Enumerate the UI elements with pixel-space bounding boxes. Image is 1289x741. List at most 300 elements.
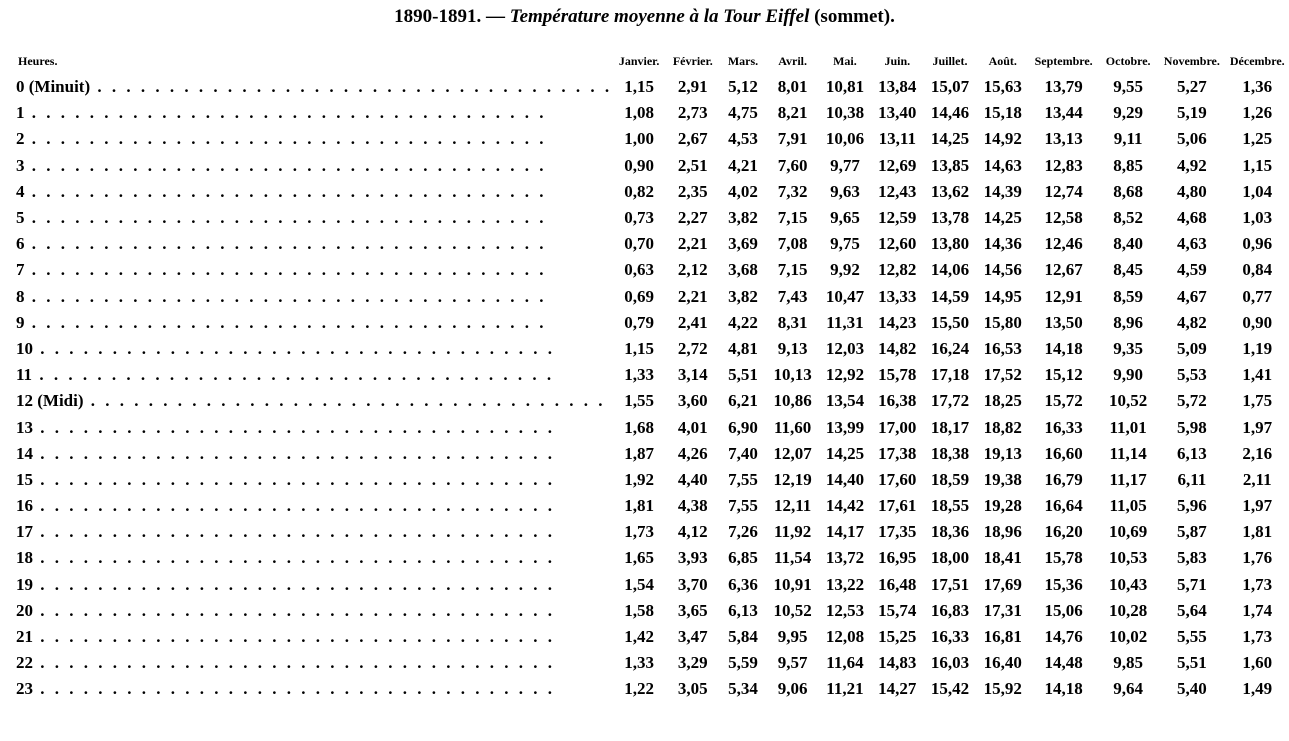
temperature-value: 5,72 [1176, 391, 1207, 411]
temperature-value: 10,38 [825, 103, 865, 123]
temperature-value: 3,70 [677, 574, 708, 594]
temperature-value: 16,20 [1044, 522, 1083, 542]
dot-leader: . . . . . . . . . . . . . . . . . . . . . . . . . . . . . . . . . . . . [33, 338, 555, 358]
hour-label-wrap [16, 601, 612, 621]
temperature-value: 10,13 [773, 365, 812, 385]
hour-label: 18 [16, 548, 33, 568]
temperature-value: 1,03 [1242, 208, 1273, 228]
hour-label: 21 [16, 627, 33, 647]
temperature-value: 8,40 [1113, 234, 1144, 254]
hour-label: 7 [16, 260, 25, 280]
temperature-value: 12,74 [1044, 181, 1083, 201]
hour-label-wrap [16, 575, 612, 595]
temperature-value: 12,82 [878, 260, 917, 280]
table-row [16, 676, 1289, 702]
dot-leader: . . . . . . . . . . . . . . . . . . . . . . . . . . . . . . . . . . . . [33, 679, 555, 699]
column-header-month: Septembre. [1034, 54, 1093, 68]
temperature-value: 9,85 [1113, 653, 1144, 673]
temperature-value: 11,14 [1109, 443, 1147, 463]
temperature-value: 17,69 [983, 574, 1022, 594]
hour-label-wrap [16, 496, 612, 516]
temperature-value: 0,77 [1242, 286, 1273, 306]
temperature-value: 13,40 [878, 103, 917, 123]
table-header-row [16, 49, 1289, 74]
temperature-value: 8,68 [1113, 181, 1144, 201]
hour-cell [16, 572, 612, 598]
hour-label: 4 [16, 181, 25, 201]
hour-label-wrap [16, 653, 612, 673]
temperature-value: 3,05 [677, 679, 708, 699]
temperature-value: 16,03 [930, 653, 970, 673]
page-title [0, 6, 1289, 28]
temperature-value: 2,12 [677, 260, 708, 280]
temperature-value: 18,96 [983, 522, 1022, 542]
table-row [16, 126, 1289, 152]
hour-cell [16, 74, 612, 100]
temperature-value: 1,04 [1242, 181, 1273, 201]
temperature-value: 14,25 [825, 443, 865, 463]
hour-label-wrap [16, 77, 612, 97]
dot-leader: . . . . . . . . . . . . . . . . . . . . . . . . . . . . . . . . . . . . [33, 417, 555, 437]
temperature-value: 9,64 [1113, 679, 1144, 699]
table-row [16, 650, 1289, 676]
hour-label: 22 [16, 653, 33, 673]
temperature-value: 4,92 [1176, 155, 1207, 175]
temperature-value: 2,91 [677, 77, 708, 97]
temperature-value: 9,92 [830, 260, 860, 280]
temperature-value: 5,19 [1176, 103, 1207, 123]
hour-label-wrap [16, 522, 612, 542]
column-header-month: Août. [988, 54, 1017, 68]
temperature-value: 9,11 [1113, 129, 1143, 149]
temperature-value: 14,40 [825, 469, 865, 489]
temperature-value: 8,21 [777, 103, 808, 123]
temperature-value: 7,55 [728, 496, 758, 516]
temperature-value: 7,08 [777, 234, 808, 254]
temperature-value: 8,96 [1113, 312, 1144, 332]
temperature-value: 10,02 [1109, 627, 1148, 647]
temperature-value: 15,72 [1044, 391, 1083, 411]
temperature-value: 13,22 [825, 574, 865, 594]
temperature-value: 0,70 [624, 234, 654, 254]
temperature-value: 1,19 [1242, 338, 1273, 358]
temperature-value: 4,68 [1176, 208, 1207, 228]
temperature-value: 14,25 [930, 129, 970, 149]
hour-label-wrap [16, 208, 612, 228]
temperature-value: 2,41 [677, 312, 708, 332]
temperature-value: 4,67 [1176, 286, 1207, 306]
temperature-value: 17,60 [878, 469, 917, 489]
column-header-month: Mai. [833, 54, 857, 68]
dot-leader: . . . . . . . . . . . . . . . . . . . . . . . . . . . . . . . . . . . . [83, 391, 606, 411]
temperature-value: 14,82 [878, 338, 917, 358]
hour-cell [16, 467, 612, 493]
hour-cell [16, 153, 612, 179]
temperature-value: 14,18 [1044, 679, 1083, 699]
temperature-value: 1,65 [624, 548, 654, 568]
table-row [16, 598, 1289, 624]
temperature-value: 1,54 [624, 574, 654, 594]
temperature-value: 1,15 [624, 77, 654, 97]
temperature-value: 6,90 [728, 417, 758, 437]
hour-label-wrap [16, 627, 612, 647]
temperature-value: 15,80 [983, 312, 1022, 332]
temperature-value: 5,98 [1176, 417, 1207, 437]
temperature-value: 4,02 [728, 181, 758, 201]
temperature-value: 10,81 [825, 77, 865, 97]
temperature-value: 17,61 [878, 496, 917, 516]
temperature-value: 6,11 [1177, 469, 1207, 489]
temperature-value: 4,38 [677, 496, 708, 516]
table-row [16, 624, 1289, 650]
temperature-value: 16,60 [1044, 443, 1083, 463]
column-header-month: Juin. [884, 54, 911, 68]
temperature-value: 7,15 [777, 260, 808, 280]
temperature-value: 17,35 [878, 522, 917, 542]
temperature-value: 0,69 [624, 286, 654, 306]
table-row [16, 153, 1289, 179]
temperature-value: 1,68 [624, 417, 654, 437]
temperature-value: 19,13 [983, 443, 1022, 463]
temperature-value: 3,60 [677, 391, 708, 411]
temperature-value: 5,53 [1176, 365, 1207, 385]
temperature-value: 17,51 [930, 574, 970, 594]
temperature-value: 0,84 [1242, 260, 1273, 280]
hour-label-wrap [16, 234, 612, 254]
temperature-value: 5,59 [728, 653, 758, 673]
temperature-value: 13,85 [930, 155, 970, 175]
temperature-value: 15,92 [983, 679, 1022, 699]
temperature-value: 2,51 [677, 155, 708, 175]
temperature-value: 12,67 [1044, 260, 1083, 280]
hour-cell [16, 676, 612, 702]
hour-cell [16, 205, 612, 231]
temperature-value: 9,65 [830, 208, 860, 228]
temperature-value: 9,95 [777, 627, 808, 647]
temperature-value: 19,28 [983, 496, 1022, 516]
column-header-hours: Heures. [18, 54, 58, 68]
hour-label: 20 [16, 600, 33, 620]
hour-label-wrap [16, 470, 612, 490]
temperature-value: 2,35 [677, 181, 708, 201]
temperature-value: 15,42 [930, 679, 970, 699]
hour-cell [16, 545, 612, 571]
temperature-value: 11,05 [1109, 496, 1147, 516]
temperature-value: 5,83 [1176, 548, 1207, 568]
temperature-value: 12,58 [1044, 208, 1083, 228]
hour-label-wrap [16, 418, 612, 438]
temperature-value: 1,73 [1242, 574, 1273, 594]
temperature-value: 11,54 [773, 548, 812, 568]
temperature-value: 3,68 [728, 260, 758, 280]
temperature-value: 5,51 [1176, 653, 1207, 673]
temperature-value: 9,55 [1113, 77, 1144, 97]
table-row [16, 336, 1289, 362]
hour-label: 14 [16, 443, 33, 463]
hour-label-wrap [16, 391, 612, 411]
temperature-value: 4,21 [728, 155, 758, 175]
temperature-value: 18,36 [930, 522, 970, 542]
temperature-value: 14,56 [983, 260, 1022, 280]
temperature-value: 12,11 [773, 496, 812, 516]
temperature-value: 7,40 [728, 443, 758, 463]
temperature-value: 1,97 [1242, 417, 1273, 437]
table-row [16, 284, 1289, 310]
temperature-value: 13,62 [930, 181, 970, 201]
temperature-value: 18,59 [930, 469, 970, 489]
temperature-value: 15,78 [1044, 548, 1083, 568]
hour-label-wrap [16, 287, 612, 307]
hour-cell [16, 284, 612, 310]
temperature-value: 8,52 [1113, 208, 1144, 228]
hour-label: 16 [16, 496, 33, 516]
temperature-value: 14,23 [878, 312, 917, 332]
temperature-value: 14,48 [1044, 653, 1083, 673]
temperature-value: 6,21 [728, 391, 758, 411]
temperature-value: 1,81 [1242, 522, 1273, 542]
temperature-value: 7,91 [777, 129, 808, 149]
temperature-value: 8,31 [777, 312, 808, 332]
dot-leader: . . . . . . . . . . . . . . . . . . . . . . . . . . . . . . . . . . . . [33, 548, 555, 568]
dot-leader: . . . . . . . . . . . . . . . . . . . . . . . . . . . . . . . . . . . . [24, 208, 547, 228]
temperature-value: 11,31 [826, 312, 864, 332]
hour-cell [16, 598, 612, 624]
temperature-value: 3,93 [677, 548, 708, 568]
temperature-value: 12,07 [773, 443, 812, 463]
temperature-value: 1,87 [624, 443, 654, 463]
temperature-value: 12,43 [878, 181, 917, 201]
temperature-value: 13,54 [825, 391, 865, 411]
temperature-value: 11,60 [773, 417, 812, 437]
temperature-value: 14,46 [930, 103, 970, 123]
temperature-value: 7,32 [777, 181, 808, 201]
hour-cell [16, 362, 612, 388]
temperature-value: 16,81 [983, 627, 1022, 647]
temperature-value: 5,96 [1176, 496, 1207, 516]
temperature-value: 4,81 [728, 338, 758, 358]
temperature-value: 7,15 [777, 208, 808, 228]
temperature-value: 14,25 [983, 208, 1022, 228]
temperature-value: 2,73 [677, 103, 708, 123]
temperature-value: 4,80 [1176, 181, 1207, 201]
table-row [16, 467, 1289, 493]
temperature-value: 1,74 [1242, 600, 1273, 620]
temperature-value: 15,25 [878, 627, 917, 647]
temperature-value: 16,24 [930, 338, 970, 358]
temperature-value: 9,77 [830, 155, 860, 175]
temperature-value: 1,73 [624, 522, 654, 542]
temperature-value: 11,21 [826, 679, 864, 699]
temperature-value: 18,25 [983, 391, 1022, 411]
temperature-value: 3,69 [728, 234, 758, 254]
dot-leader: . . . . . . . . . . . . . . . . . . . . . . . . . . . . . . . . . . . . [24, 129, 547, 149]
temperature-value: 7,43 [777, 286, 808, 306]
temperature-value: 16,95 [878, 548, 917, 568]
table-row [16, 545, 1289, 571]
column-header-month: Mars. [727, 54, 759, 68]
dot-leader: . . . . . . . . . . . . . . . . . . . . . . . . . . . . . . . . . . . . [90, 77, 613, 97]
temperature-value: 3,82 [728, 286, 758, 306]
temperature-value: 18,55 [930, 496, 970, 516]
temperature-value: 1,33 [624, 653, 654, 673]
temperature-value: 18,17 [930, 417, 970, 437]
temperature-value: 14,06 [930, 260, 970, 280]
temperature-value: 4,22 [728, 312, 758, 332]
hour-cell [16, 336, 612, 362]
temperature-value: 15,18 [983, 103, 1022, 123]
temperature-value: 15,06 [1044, 600, 1083, 620]
temperature-value: 1,92 [624, 469, 654, 489]
temperature-value: 5,06 [1176, 129, 1207, 149]
column-header-month: Juillet. [932, 54, 968, 68]
temperature-value: 2,72 [677, 338, 708, 358]
temperature-value: 16,38 [878, 391, 917, 411]
hour-label: 15 [16, 469, 33, 489]
hour-cell [16, 231, 612, 257]
temperature-value: 1,36 [1242, 77, 1273, 97]
table-body [16, 74, 1289, 703]
temperature-value: 0,90 [1242, 312, 1273, 332]
temperature-value: 6,36 [728, 574, 758, 594]
temperature-value: 13,80 [930, 234, 970, 254]
hour-label: 2 [16, 129, 25, 149]
column-header-month: Décembre. [1229, 54, 1285, 68]
hour-cell [16, 310, 612, 336]
temperature-value: 7,60 [777, 155, 808, 175]
temperature-value: 12,53 [825, 600, 865, 620]
temperature-value: 15,12 [1044, 365, 1083, 385]
table-row [16, 362, 1289, 388]
hour-label: 3 [16, 155, 25, 175]
temperature-value: 1,41 [1242, 365, 1273, 385]
table-row [16, 414, 1289, 440]
temperature-value: 14,39 [983, 181, 1022, 201]
temperature-value: 12,46 [1044, 234, 1083, 254]
hour-label-wrap [16, 156, 612, 176]
hour-cell [16, 519, 612, 545]
temperature-value: 12,91 [1044, 286, 1083, 306]
temperature-value: 17,38 [878, 443, 917, 463]
temperature-value: 8,01 [777, 77, 808, 97]
temperature-value: 0,79 [624, 312, 654, 332]
temperature-value: 14,83 [878, 653, 917, 673]
temperature-value: 16,33 [1044, 417, 1083, 437]
temperature-value: 16,79 [1044, 469, 1083, 489]
temperature-value: 15,78 [878, 365, 917, 385]
temperature-value: 8,45 [1113, 260, 1144, 280]
hour-label: 10 [16, 338, 33, 358]
title-subject: Température moyenne à la Tour Eiffel [509, 6, 810, 27]
temperature-value: 13,11 [878, 129, 916, 149]
temperature-value: 5,51 [728, 365, 758, 385]
temperature-value: 5,87 [1176, 522, 1207, 542]
temperature-value: 2,21 [677, 286, 708, 306]
hour-label: 13 [16, 417, 33, 437]
title-qualifier: (sommet). [814, 6, 895, 27]
temperature-value: 11,64 [826, 653, 864, 673]
temperature-value: 3,65 [677, 600, 708, 620]
dot-leader: . . . . . . . . . . . . . . . . . . . . . . . . . . . . . . . . . . . . [24, 103, 547, 123]
temperature-value: 0,96 [1242, 234, 1273, 254]
column-header-month: Octobre. [1105, 54, 1151, 68]
temperature-value: 16,40 [983, 653, 1022, 673]
hour-label-wrap [16, 679, 612, 699]
column-header-month: Janvier. [618, 54, 660, 68]
temperature-value: 13,50 [1044, 312, 1083, 332]
temperature-value: 12,60 [878, 234, 917, 254]
temperature-value: 5,64 [1176, 600, 1207, 620]
hour-label: 23 [16, 679, 33, 699]
temperature-value: 16,48 [878, 574, 917, 594]
temperature-value: 4,59 [1176, 260, 1207, 280]
temperature-value: 1,08 [624, 103, 654, 123]
hour-cell [16, 179, 612, 205]
temperature-value: 10,52 [1109, 391, 1148, 411]
hour-label: 5 [16, 208, 25, 228]
hour-cell [16, 624, 612, 650]
dot-leader: . . . . . . . . . . . . . . . . . . . . . . . . . . . . . . . . . . . . [24, 234, 547, 254]
temperature-value: 15,36 [1044, 574, 1083, 594]
temperature-value: 1,81 [624, 496, 654, 516]
temperature-value: 9,90 [1113, 365, 1144, 385]
temperature-value: 0,82 [624, 181, 654, 201]
temperature-value: 1,25 [1242, 129, 1273, 149]
temperature-value: 1,15 [1242, 155, 1273, 175]
hour-cell [16, 388, 612, 414]
dot-leader: . . . . . . . . . . . . . . . . . . . . . . . . . . . . . . . . . . . . [33, 574, 555, 594]
temperature-value: 5,12 [728, 77, 758, 97]
temperature-value: 18,00 [930, 548, 970, 568]
temperature-value: 18,82 [983, 417, 1022, 437]
temperature-value: 12,83 [1044, 155, 1083, 175]
dot-leader: . . . . . . . . . . . . . . . . . . . . . . . . . . . . . . . . . . . . [33, 600, 555, 620]
temperature-value: 16,83 [930, 600, 970, 620]
table-row [16, 231, 1289, 257]
temperature-value: 10,52 [773, 600, 812, 620]
hour-label: 12 (Midi) [16, 391, 84, 411]
temperature-value: 5,09 [1176, 338, 1207, 358]
temperature-value: 10,47 [825, 286, 865, 306]
dot-leader: . . . . . . . . . . . . . . . . . . . . . . . . . . . . . . . . . . . . [33, 522, 555, 542]
temperature-value: 0,63 [624, 260, 654, 280]
temperature-value: 2,21 [677, 234, 708, 254]
hour-label-wrap [16, 260, 612, 280]
column-header-month: Novembre. [1163, 54, 1220, 68]
hour-label-wrap [16, 129, 612, 149]
temperature-value: 12,92 [825, 365, 865, 385]
temperature-value: 10,06 [825, 129, 865, 149]
temperature-value: 14,59 [930, 286, 970, 306]
temperature-value: 16,33 [930, 627, 970, 647]
temperature-value: 14,27 [878, 679, 917, 699]
temperature-value: 1,97 [1242, 496, 1273, 516]
dot-leader: . . . . . . . . . . . . . . . . . . . . . . . . . . . . . . . . . . . . [33, 443, 555, 463]
temperature-value: 9,57 [777, 653, 808, 673]
hour-label-wrap [16, 313, 612, 333]
hour-cell [16, 493, 612, 519]
temperature-value: 4,75 [728, 103, 758, 123]
temperature-value: 1,76 [1242, 548, 1273, 568]
temperature-value: 5,27 [1176, 77, 1207, 97]
table-row [16, 205, 1289, 231]
dot-leader: . . . . . . . . . . . . . . . . . . . . . . . . . . . . . . . . . . . . [33, 496, 555, 516]
temperature-value: 14,17 [825, 522, 865, 542]
temperature-value: 3,14 [677, 365, 708, 385]
temperature-value: 6,85 [728, 548, 758, 568]
temperature-value: 1,00 [624, 129, 654, 149]
temperature-value: 11,17 [1109, 469, 1147, 489]
temperature-value: 4,63 [1176, 234, 1207, 254]
